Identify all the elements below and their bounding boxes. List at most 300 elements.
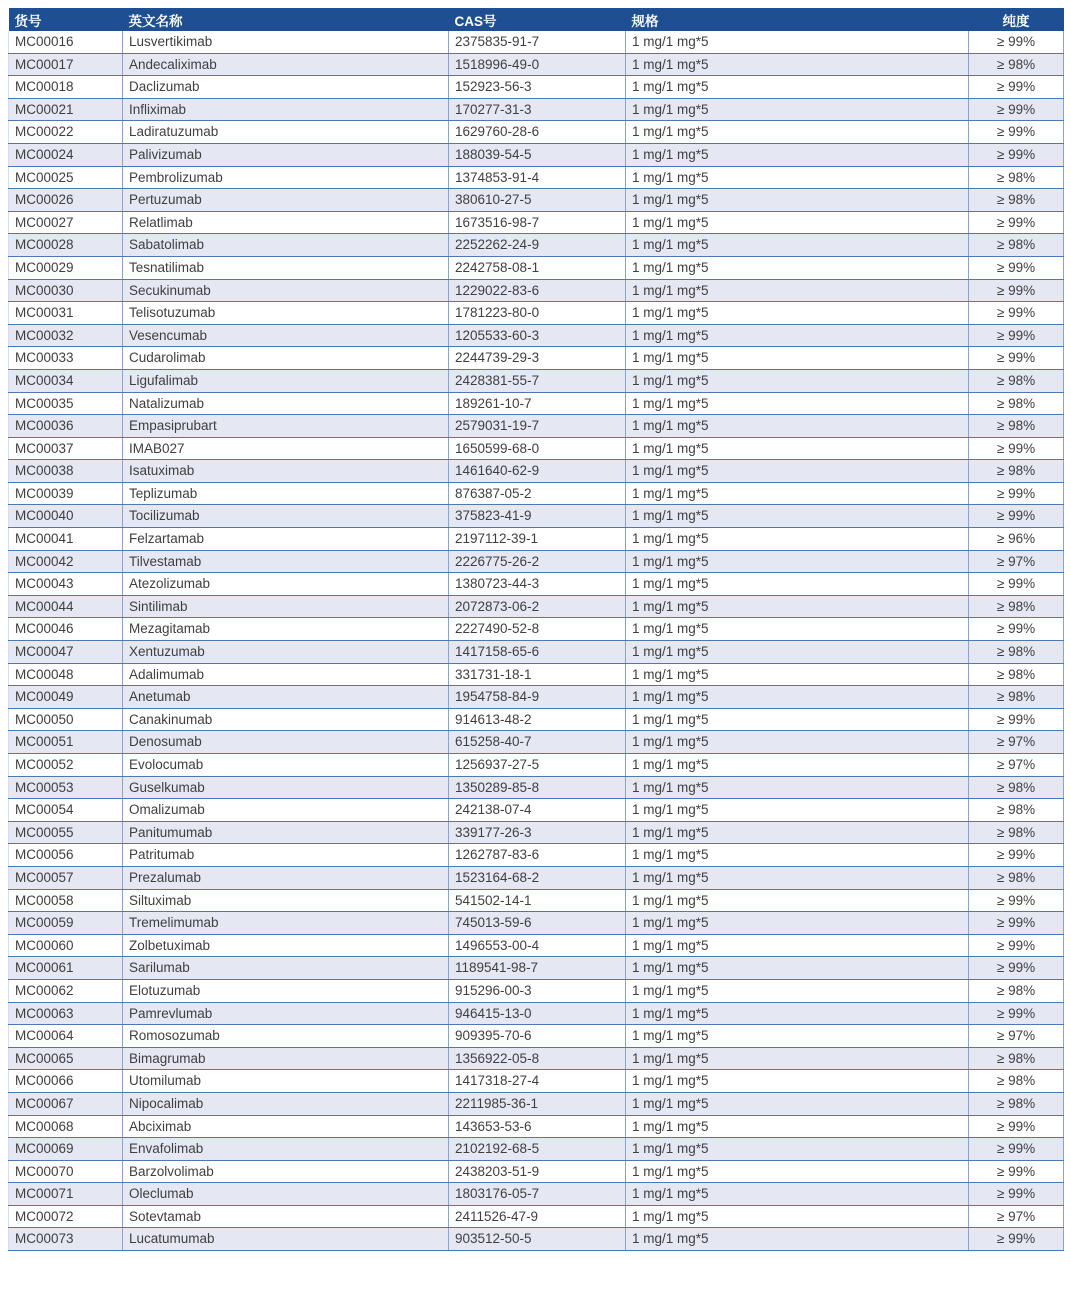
cell-cas: 143653-53-6: [449, 1115, 626, 1138]
cell-name: Prezalumab: [123, 866, 449, 889]
cell-catalog: MC00043: [9, 573, 123, 596]
cell-cas: 541502-14-1: [449, 889, 626, 912]
table-row: [9, 821, 1064, 844]
cell-purity: ≥ 97%: [969, 550, 1064, 573]
product-catalog-table: [8, 8, 1064, 1251]
cell-name: Cudarolimab: [123, 347, 449, 370]
cell-purity: ≥ 99%: [969, 957, 1064, 980]
cell-spec: 1 mg/1 mg*5: [626, 392, 969, 415]
cell-spec: 1 mg/1 mg*5: [626, 98, 969, 121]
table-row: [9, 1070, 1064, 1093]
cell-spec: 1 mg/1 mg*5: [626, 256, 969, 279]
cell-spec: 1 mg/1 mg*5: [626, 550, 969, 573]
cell-cas: 1229022-83-6: [449, 279, 626, 302]
cell-spec: 1 mg/1 mg*5: [626, 1160, 969, 1183]
table-row: [9, 686, 1064, 709]
table-row: [9, 460, 1064, 483]
cell-spec: 1 mg/1 mg*5: [626, 482, 969, 505]
cell-cas: 331731-18-1: [449, 663, 626, 686]
cell-catalog: MC00037: [9, 437, 123, 460]
table-row: [9, 369, 1064, 392]
table-row: [9, 143, 1064, 166]
table-row: [9, 53, 1064, 76]
cell-catalog: MC00063: [9, 1002, 123, 1025]
cell-name: Palivizumab: [123, 143, 449, 166]
cell-catalog: MC00031: [9, 302, 123, 325]
cell-name: IMAB027: [123, 437, 449, 460]
column-header-english-name: 英文名称: [123, 8, 449, 31]
cell-purity: ≥ 98%: [969, 1092, 1064, 1115]
cell-purity: ≥ 99%: [969, 302, 1064, 325]
cell-cas: 915296-00-3: [449, 979, 626, 1002]
cell-purity: ≥ 98%: [969, 979, 1064, 1002]
cell-purity: ≥ 99%: [969, 505, 1064, 528]
cell-purity: ≥ 99%: [969, 143, 1064, 166]
cell-catalog: MC00035: [9, 392, 123, 415]
cell-purity: ≥ 99%: [969, 211, 1064, 234]
cell-spec: 1 mg/1 mg*5: [626, 53, 969, 76]
table-row: [9, 279, 1064, 302]
cell-spec: 1 mg/1 mg*5: [626, 889, 969, 912]
cell-catalog: MC00047: [9, 641, 123, 664]
cell-catalog: MC00040: [9, 505, 123, 528]
cell-purity: ≥ 98%: [969, 663, 1064, 686]
cell-spec: 1 mg/1 mg*5: [626, 121, 969, 144]
cell-purity: ≥ 98%: [969, 1070, 1064, 1093]
table-row: [9, 844, 1064, 867]
cell-cas: 2242758-08-1: [449, 256, 626, 279]
table-row: [9, 1047, 1064, 1070]
table-row: [9, 189, 1064, 212]
cell-cas: 876387-05-2: [449, 482, 626, 505]
cell-catalog: MC00062: [9, 979, 123, 1002]
cell-spec: 1 mg/1 mg*5: [626, 641, 969, 664]
cell-catalog: MC00018: [9, 76, 123, 99]
cell-name: Utomilumab: [123, 1070, 449, 1093]
cell-name: Empasiprubart: [123, 415, 449, 438]
cell-catalog: MC00044: [9, 595, 123, 618]
cell-cas: 1629760-28-6: [449, 121, 626, 144]
cell-purity: ≥ 99%: [969, 1115, 1064, 1138]
cell-purity: ≥ 97%: [969, 754, 1064, 777]
table-row: [9, 76, 1064, 99]
table-row: [9, 731, 1064, 754]
cell-spec: 1 mg/1 mg*5: [626, 708, 969, 731]
cell-catalog: MC00073: [9, 1228, 123, 1251]
cell-catalog: MC00036: [9, 415, 123, 438]
cell-purity: ≥ 99%: [969, 889, 1064, 912]
cell-name: Daclizumab: [123, 76, 449, 99]
cell-cas: 1650599-68-0: [449, 437, 626, 460]
table-row: [9, 1205, 1064, 1228]
table-row: [9, 415, 1064, 438]
cell-cas: 1350289-85-8: [449, 776, 626, 799]
cell-name: Sarilumab: [123, 957, 449, 980]
cell-cas: 2102192-68-5: [449, 1138, 626, 1161]
cell-cas: 2072873-06-2: [449, 595, 626, 618]
cell-name: Siltuximab: [123, 889, 449, 912]
cell-name: Teplizumab: [123, 482, 449, 505]
cell-purity: ≥ 99%: [969, 573, 1064, 596]
cell-cas: 909395-70-6: [449, 1025, 626, 1048]
cell-spec: 1 mg/1 mg*5: [626, 234, 969, 257]
cell-name: Pamrevlumab: [123, 1002, 449, 1025]
table-row: [9, 934, 1064, 957]
cell-name: Omalizumab: [123, 799, 449, 822]
header-row: [9, 8, 1064, 31]
cell-catalog: MC00026: [9, 189, 123, 212]
cell-name: Ligufalimab: [123, 369, 449, 392]
cell-spec: 1 mg/1 mg*5: [626, 934, 969, 957]
cell-cas: 1461640-62-9: [449, 460, 626, 483]
cell-catalog: MC00061: [9, 957, 123, 980]
cell-spec: 1 mg/1 mg*5: [626, 1070, 969, 1093]
cell-name: Secukinumab: [123, 279, 449, 302]
cell-catalog: MC00034: [9, 369, 123, 392]
cell-name: Pembrolizumab: [123, 166, 449, 189]
cell-name: Pertuzumab: [123, 189, 449, 212]
table-row: [9, 799, 1064, 822]
cell-catalog: MC00052: [9, 754, 123, 777]
cell-spec: 1 mg/1 mg*5: [626, 324, 969, 347]
table-row: [9, 573, 1064, 596]
cell-name: Lusvertikimab: [123, 31, 449, 53]
table-header: [9, 8, 1064, 31]
cell-purity: ≥ 99%: [969, 708, 1064, 731]
cell-name: Telisotuzumab: [123, 302, 449, 325]
table-row: [9, 302, 1064, 325]
cell-catalog: MC00050: [9, 708, 123, 731]
cell-purity: ≥ 97%: [969, 731, 1064, 754]
column-header-purity: 纯度: [969, 8, 1064, 31]
cell-purity: ≥ 98%: [969, 641, 1064, 664]
cell-purity: ≥ 98%: [969, 369, 1064, 392]
cell-catalog: MC00016: [9, 31, 123, 53]
cell-catalog: MC00027: [9, 211, 123, 234]
cell-cas: 2226775-26-2: [449, 550, 626, 573]
table-row: [9, 1115, 1064, 1138]
cell-catalog: MC00057: [9, 866, 123, 889]
cell-spec: 1 mg/1 mg*5: [626, 1025, 969, 1048]
cell-catalog: MC00066: [9, 1070, 123, 1093]
cell-name: Natalizumab: [123, 392, 449, 415]
cell-spec: 1 mg/1 mg*5: [626, 821, 969, 844]
cell-name: Tilvestamab: [123, 550, 449, 573]
table-row: [9, 979, 1064, 1002]
cell-catalog: MC00042: [9, 550, 123, 573]
cell-spec: 1 mg/1 mg*5: [626, 618, 969, 641]
table-row: [9, 392, 1064, 415]
cell-cas: 1496553-00-4: [449, 934, 626, 957]
table-body: [9, 31, 1064, 1251]
cell-cas: 188039-54-5: [449, 143, 626, 166]
table-row: [9, 121, 1064, 144]
cell-cas: 2211985-36-1: [449, 1092, 626, 1115]
cell-spec: 1 mg/1 mg*5: [626, 143, 969, 166]
cell-cas: 1256937-27-5: [449, 754, 626, 777]
cell-cas: 2375835-91-7: [449, 31, 626, 53]
cell-catalog: MC00072: [9, 1205, 123, 1228]
cell-name: Atezolizumab: [123, 573, 449, 596]
cell-name: Elotuzumab: [123, 979, 449, 1002]
cell-spec: 1 mg/1 mg*5: [626, 731, 969, 754]
cell-cas: 2428381-55-7: [449, 369, 626, 392]
cell-cas: 1262787-83-6: [449, 844, 626, 867]
cell-purity: ≥ 98%: [969, 189, 1064, 212]
cell-catalog: MC00024: [9, 143, 123, 166]
cell-purity: ≥ 99%: [969, 121, 1064, 144]
cell-purity: ≥ 98%: [969, 866, 1064, 889]
table-row: [9, 1160, 1064, 1183]
cell-cas: 2252262-24-9: [449, 234, 626, 257]
cell-spec: 1 mg/1 mg*5: [626, 844, 969, 867]
cell-catalog: MC00039: [9, 482, 123, 505]
table-row: [9, 618, 1064, 641]
cell-cas: 1523164-68-2: [449, 866, 626, 889]
cell-catalog: MC00029: [9, 256, 123, 279]
table-row: [9, 1002, 1064, 1025]
cell-name: Barzolvolimab: [123, 1160, 449, 1183]
cell-purity: ≥ 99%: [969, 934, 1064, 957]
cell-catalog: MC00056: [9, 844, 123, 867]
cell-purity: ≥ 99%: [969, 347, 1064, 370]
table-row: [9, 754, 1064, 777]
cell-cas: 1518996-49-0: [449, 53, 626, 76]
cell-catalog: MC00021: [9, 98, 123, 121]
column-header-specification: 规格: [626, 8, 969, 31]
cell-catalog: MC00069: [9, 1138, 123, 1161]
cell-catalog: MC00041: [9, 528, 123, 551]
cell-name: Romosozumab: [123, 1025, 449, 1048]
cell-purity: ≥ 98%: [969, 415, 1064, 438]
cell-purity: ≥ 98%: [969, 799, 1064, 822]
table-row: [9, 1183, 1064, 1206]
table-row: [9, 550, 1064, 573]
cell-name: Denosumab: [123, 731, 449, 754]
cell-purity: ≥ 99%: [969, 1183, 1064, 1206]
cell-name: Patritumab: [123, 844, 449, 867]
cell-cas: 170277-31-3: [449, 98, 626, 121]
cell-catalog: MC00059: [9, 912, 123, 935]
cell-name: Anetumab: [123, 686, 449, 709]
cell-cas: 946415-13-0: [449, 1002, 626, 1025]
cell-catalog: MC00060: [9, 934, 123, 957]
cell-catalog: MC00033: [9, 347, 123, 370]
cell-name: Zolbetuximab: [123, 934, 449, 957]
cell-name: Ladiratuzumab: [123, 121, 449, 144]
cell-purity: ≥ 99%: [969, 844, 1064, 867]
cell-cas: 339177-26-3: [449, 821, 626, 844]
cell-cas: 1781223-80-0: [449, 302, 626, 325]
cell-catalog: MC00025: [9, 166, 123, 189]
cell-name: Xentuzumab: [123, 641, 449, 664]
cell-name: Envafolimab: [123, 1138, 449, 1161]
table-row: [9, 595, 1064, 618]
table-row: [9, 1025, 1064, 1048]
cell-spec: 1 mg/1 mg*5: [626, 369, 969, 392]
cell-catalog: MC00022: [9, 121, 123, 144]
cell-catalog: MC00053: [9, 776, 123, 799]
cell-spec: 1 mg/1 mg*5: [626, 1205, 969, 1228]
cell-spec: 1 mg/1 mg*5: [626, 799, 969, 822]
cell-spec: 1 mg/1 mg*5: [626, 1047, 969, 1070]
cell-purity: ≥ 98%: [969, 595, 1064, 618]
cell-cas: 1803176-05-7: [449, 1183, 626, 1206]
cell-name: Adalimumab: [123, 663, 449, 686]
table-row: [9, 889, 1064, 912]
cell-catalog: MC00046: [9, 618, 123, 641]
cell-cas: 152923-56-3: [449, 76, 626, 99]
cell-cas: 2579031-19-7: [449, 415, 626, 438]
table-row: [9, 324, 1064, 347]
cell-name: Evolocumab: [123, 754, 449, 777]
cell-spec: 1 mg/1 mg*5: [626, 912, 969, 935]
cell-catalog: MC00067: [9, 1092, 123, 1115]
cell-spec: 1 mg/1 mg*5: [626, 528, 969, 551]
cell-cas: 242138-07-4: [449, 799, 626, 822]
cell-purity: ≥ 98%: [969, 1047, 1064, 1070]
cell-cas: 2438203-51-9: [449, 1160, 626, 1183]
cell-purity: ≥ 99%: [969, 324, 1064, 347]
cell-cas: 1417158-65-6: [449, 641, 626, 664]
cell-name: Abciximab: [123, 1115, 449, 1138]
cell-spec: 1 mg/1 mg*5: [626, 866, 969, 889]
cell-catalog: MC00051: [9, 731, 123, 754]
table-row: [9, 98, 1064, 121]
table-row: [9, 166, 1064, 189]
cell-cas: 2197112-39-1: [449, 528, 626, 551]
cell-cas: 2411526-47-9: [449, 1205, 626, 1228]
cell-cas: 1374853-91-4: [449, 166, 626, 189]
cell-spec: 1 mg/1 mg*5: [626, 776, 969, 799]
cell-name: Canakinumab: [123, 708, 449, 731]
cell-spec: 1 mg/1 mg*5: [626, 1138, 969, 1161]
cell-catalog: MC00030: [9, 279, 123, 302]
cell-purity: ≥ 98%: [969, 166, 1064, 189]
cell-purity: ≥ 98%: [969, 776, 1064, 799]
table-row: [9, 347, 1064, 370]
cell-purity: ≥ 99%: [969, 1138, 1064, 1161]
cell-cas: 745013-59-6: [449, 912, 626, 935]
table-row: [9, 234, 1064, 257]
table-row: [9, 437, 1064, 460]
table-row: [9, 1138, 1064, 1161]
cell-purity: ≥ 98%: [969, 234, 1064, 257]
column-header-catalog-number: 货号: [9, 8, 123, 31]
cell-name: Isatuximab: [123, 460, 449, 483]
cell-cas: 1673516-98-7: [449, 211, 626, 234]
cell-purity: ≥ 98%: [969, 460, 1064, 483]
cell-spec: 1 mg/1 mg*5: [626, 686, 969, 709]
cell-purity: ≥ 99%: [969, 76, 1064, 99]
cell-purity: ≥ 96%: [969, 528, 1064, 551]
cell-cas: 189261-10-7: [449, 392, 626, 415]
cell-catalog: MC00038: [9, 460, 123, 483]
cell-name: Tremelimumab: [123, 912, 449, 935]
cell-spec: 1 mg/1 mg*5: [626, 1092, 969, 1115]
cell-spec: 1 mg/1 mg*5: [626, 460, 969, 483]
cell-name: Tesnatilimab: [123, 256, 449, 279]
cell-purity: ≥ 99%: [969, 1160, 1064, 1183]
table-row: [9, 957, 1064, 980]
cell-cas: 903512-50-5: [449, 1228, 626, 1251]
cell-spec: 1 mg/1 mg*5: [626, 1228, 969, 1251]
cell-cas: 2244739-29-3: [449, 347, 626, 370]
cell-catalog: MC00064: [9, 1025, 123, 1048]
cell-spec: 1 mg/1 mg*5: [626, 979, 969, 1002]
cell-spec: 1 mg/1 mg*5: [626, 754, 969, 777]
table-row: [9, 663, 1064, 686]
cell-spec: 1 mg/1 mg*5: [626, 76, 969, 99]
table-row: [9, 1228, 1064, 1251]
cell-cas: 1954758-84-9: [449, 686, 626, 709]
cell-purity: ≥ 99%: [969, 618, 1064, 641]
table-row: [9, 211, 1064, 234]
cell-name: Sabatolimab: [123, 234, 449, 257]
table-row: [9, 912, 1064, 935]
cell-cas: 1205533-60-3: [449, 324, 626, 347]
cell-catalog: MC00054: [9, 799, 123, 822]
cell-catalog: MC00017: [9, 53, 123, 76]
cell-cas: 1417318-27-4: [449, 1070, 626, 1093]
cell-cas: 380610-27-5: [449, 189, 626, 212]
cell-purity: ≥ 97%: [969, 1205, 1064, 1228]
cell-spec: 1 mg/1 mg*5: [626, 957, 969, 980]
cell-spec: 1 mg/1 mg*5: [626, 166, 969, 189]
cell-catalog: MC00049: [9, 686, 123, 709]
cell-purity: ≥ 98%: [969, 392, 1064, 415]
cell-purity: ≥ 97%: [969, 1025, 1064, 1048]
cell-cas: 2227490-52-8: [449, 618, 626, 641]
cell-spec: 1 mg/1 mg*5: [626, 437, 969, 460]
cell-cas: 1189541-98-7: [449, 957, 626, 980]
cell-cas: 914613-48-2: [449, 708, 626, 731]
cell-name: Panitumumab: [123, 821, 449, 844]
cell-name: Vesencumab: [123, 324, 449, 347]
cell-purity: ≥ 98%: [969, 686, 1064, 709]
table-row: [9, 505, 1064, 528]
cell-spec: 1 mg/1 mg*5: [626, 415, 969, 438]
table-row: [9, 708, 1064, 731]
cell-purity: ≥ 98%: [969, 53, 1064, 76]
cell-purity: ≥ 99%: [969, 1228, 1064, 1251]
cell-catalog: MC00048: [9, 663, 123, 686]
cell-name: Andecaliximab: [123, 53, 449, 76]
cell-spec: 1 mg/1 mg*5: [626, 663, 969, 686]
cell-spec: 1 mg/1 mg*5: [626, 347, 969, 370]
table-row: [9, 776, 1064, 799]
cell-purity: ≥ 99%: [969, 256, 1064, 279]
cell-spec: 1 mg/1 mg*5: [626, 595, 969, 618]
cell-spec: 1 mg/1 mg*5: [626, 211, 969, 234]
table-row: [9, 1092, 1064, 1115]
cell-spec: 1 mg/1 mg*5: [626, 1115, 969, 1138]
cell-spec: 1 mg/1 mg*5: [626, 1002, 969, 1025]
cell-name: Nipocalimab: [123, 1092, 449, 1115]
cell-catalog: MC00070: [9, 1160, 123, 1183]
cell-purity: ≥ 99%: [969, 98, 1064, 121]
table-row: [9, 482, 1064, 505]
cell-spec: 1 mg/1 mg*5: [626, 1183, 969, 1206]
cell-cas: 375823-41-9: [449, 505, 626, 528]
cell-spec: 1 mg/1 mg*5: [626, 31, 969, 53]
cell-name: Relatlimab: [123, 211, 449, 234]
cell-purity: ≥ 98%: [969, 821, 1064, 844]
cell-cas: 1380723-44-3: [449, 573, 626, 596]
cell-cas: 1356922-05-8: [449, 1047, 626, 1070]
cell-name: Mezagitamab: [123, 618, 449, 641]
cell-name: Tocilizumab: [123, 505, 449, 528]
